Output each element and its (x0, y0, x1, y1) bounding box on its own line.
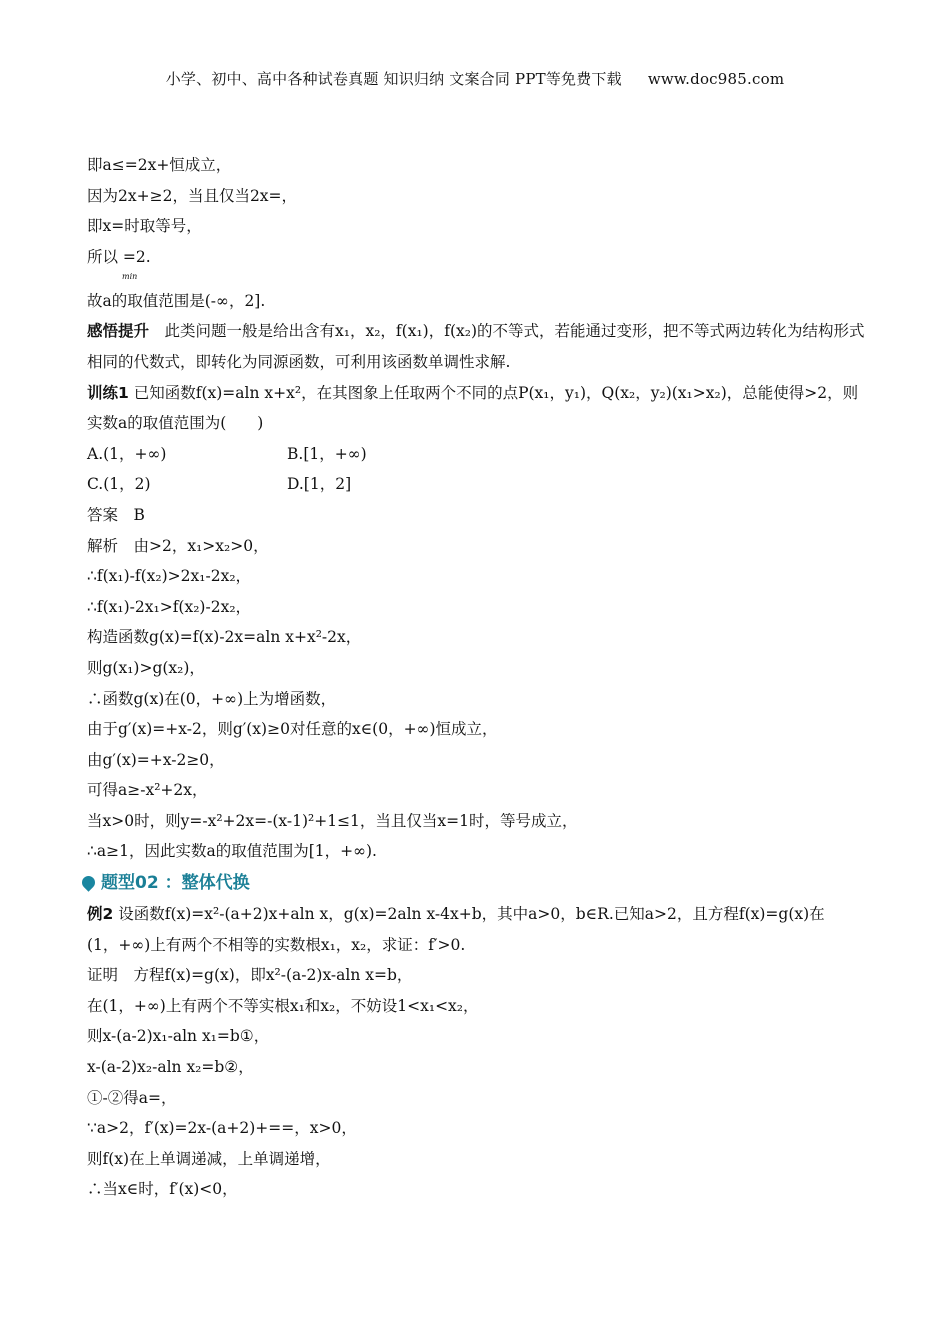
example-label: 例2 (87, 905, 114, 924)
answer-line: 答案 B (87, 505, 145, 524)
proof-line: 则x-(a-2)x₁-aln x₁=b①， (87, 1027, 270, 1046)
proof-line: 在(1，+∞)上有两个不等实根x₁和x₂，不妨设1<x₁<x₂， (87, 996, 479, 1015)
training-text: 已知函数f(x)=aln x+x²，在其图象上任取两个不同的点P(x₁，y₁)，Q(x₂，y₂)(x₁>x₂)，总能使得>2，则实数a的取值范围为( ) (87, 383, 859, 433)
solution-line: 则g(x₁)>g(x₂)， (87, 658, 205, 677)
header-left-text: 小学、初中、高中各种试卷真题 知识归纳 文案合同 PPT等免费下载 (165, 70, 622, 88)
text-line-min (87, 242, 867, 286)
insight-label: 感悟提升 (87, 322, 150, 341)
proof-line: 则f(x)在上单调递减，上单调递增， (87, 1149, 331, 1168)
text-line: 所以 =2. (87, 247, 151, 266)
solution-line: ∴函数g(x)在(0，+∞)上为增函数， (87, 689, 337, 708)
solution-line: 当x>0时，则y=-x²+2x=-(x-1)²+1≤1，当且仅当x=1时，等号成立， (87, 811, 578, 830)
insight-text: 此类问题一般是给出含有x₁，x₂，f(x₁)，f(x₂)的不等式，若能通过变形，把不等式两边转化为结构形式相同的代数式，即转化为同源函数，可利用该函数单调性求解. (87, 322, 865, 371)
text-line: 即x=时取等号， (87, 217, 202, 236)
location-pin-icon (79, 873, 97, 891)
document-body (87, 150, 867, 1205)
option-a: A.(1，+∞) (87, 444, 167, 463)
option-b: B.[1，+∞) (287, 444, 367, 463)
training-label: 训练1 (87, 383, 129, 402)
solution-line: ∴a≥1，因此实数a的取值范围为[1，+∞). (87, 842, 377, 861)
proof-line: x-(a-2)x₂-aln x₂=b②， (87, 1058, 254, 1077)
solution-line: 构造函数g(x)=f(x)-2x=aln x+x²-2x， (87, 628, 362, 647)
proof-line: ①-②得a=， (87, 1088, 177, 1107)
example-problem (87, 899, 867, 960)
solution-line: 可得a≥-x²+2x， (87, 781, 208, 800)
options-row-1 (87, 439, 867, 470)
section-title: 题型02 ：整体代换 (101, 873, 250, 894)
options-row-2 (87, 469, 867, 500)
example-text: 设函数f(x)=x²-(a+2)x+aln x，g(x)=2aln x-4x+b，其中a>0，b∈R.已知a>2，且方程f(x)=g(x)在(1，+∞)上有两个不相等的实数根x₁，x₂，求证：f′>0. (87, 905, 825, 954)
section-heading (82, 867, 867, 899)
training-problem (87, 378, 867, 439)
solution-line: 由于g′(x)=+x-2，则g′(x)≥0对任意的x∈(0，+∞)恒成立， (87, 720, 498, 739)
solution-line: 解析 由>2，x₁>x₂>0， (87, 536, 269, 555)
header-url: www.doc985.com (647, 70, 785, 88)
text-line: 因为2x+≥2，当且仅当2x=， (87, 186, 298, 205)
proof-line: 证明 方程f(x)=g(x)，即x²-(a-2)x-aln x=b， (87, 966, 413, 985)
proof-line: ∵a>2，f′(x)=2x-(a+2)+==，x>0， (87, 1119, 357, 1138)
insight-paragraph (87, 316, 867, 377)
text-line: 即a≤=2x+恒成立， (87, 156, 232, 174)
solution-line: ∴f(x₁)-2x₁>f(x₂)-2x₂， (87, 597, 252, 616)
proof-line: ∴当x∈时，f′(x)<0， (87, 1180, 238, 1199)
solution-line: 由g′(x)=+x-2≥0， (87, 750, 225, 769)
subscript-min: min (122, 271, 138, 281)
text-line: 故a的取值范围是(-∞，2]. (87, 291, 266, 310)
page-header (0, 68, 950, 89)
option-d: D.[1，2] (287, 475, 352, 494)
solution-line: ∴f(x₁)-f(x₂)>2x₁-2x₂， (87, 567, 252, 586)
option-c: C.(1，2) (87, 475, 151, 494)
